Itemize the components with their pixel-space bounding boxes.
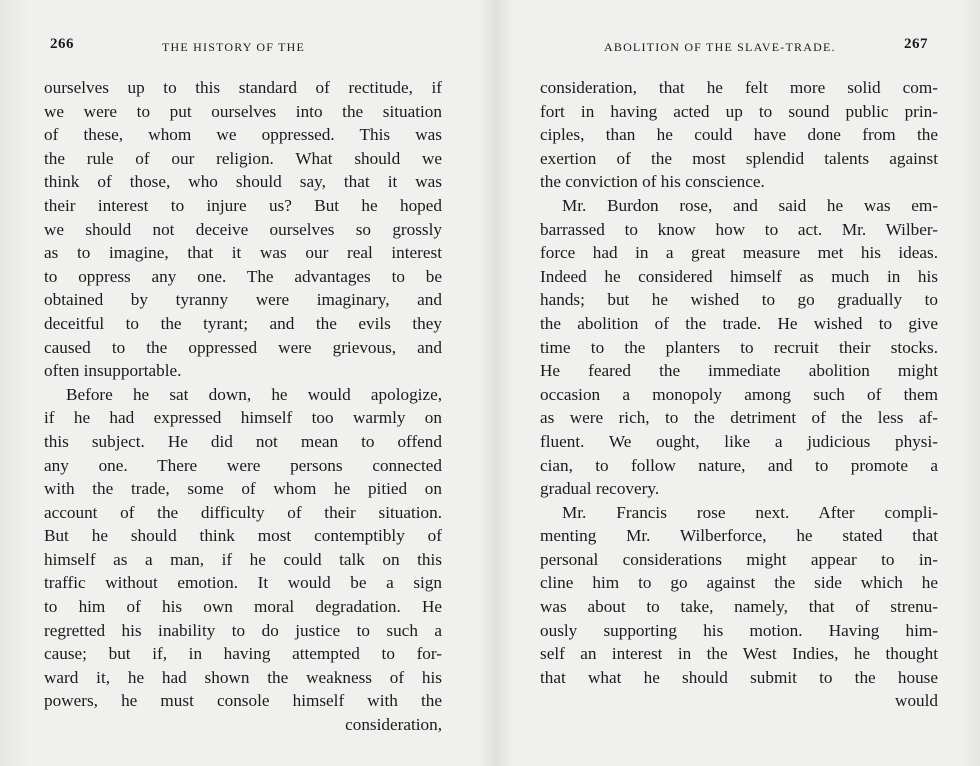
text-line: the conviction of his conscience.	[540, 172, 765, 192]
text-line: as were rich, to the detriment of the less af-	[540, 408, 938, 428]
text-line: we were to put ourselves into the situation	[44, 101, 442, 121]
text-line: himself as a man, if he could talk on this	[44, 549, 442, 569]
text-line: think of those, who should say, that it was	[44, 172, 442, 192]
text-line: account of the difficulty of their situation.	[44, 502, 442, 522]
catchword: consideration,	[345, 715, 442, 735]
left-page-text	[44, 76, 442, 737]
text-line: But he should think most contemptibly of	[44, 526, 442, 546]
catchword: would	[895, 691, 938, 711]
text-line: this subject. He did not mean to offend	[44, 431, 442, 451]
text-line: to oppress any one. The advantages to be	[44, 266, 442, 286]
text-line: barrassed to know how to act. Mr. Wilber-	[540, 219, 938, 239]
running-head-title: ABOLITION OF THE SLAVE-TRADE.	[604, 40, 836, 54]
text-line: deceitful to the tyrant; and the evils they	[44, 313, 442, 333]
text-line: ourselves up to this standard of rectitude, if	[44, 78, 442, 97]
text-line: obtained by tyranny were imaginary, and	[44, 290, 442, 310]
text-line: force had in a great measure met his ideas.	[540, 243, 938, 263]
text-line: Mr. Francis rose next. After compli-	[562, 502, 938, 522]
text-line: gradual recovery.	[540, 479, 660, 499]
text-line: we should not deceive ourselves so grossly	[44, 219, 442, 239]
text-line: exertion of the most splendid talents against	[540, 148, 938, 168]
text-line: ciples, than he could have done from the	[540, 125, 938, 145]
right-page-text	[540, 76, 938, 713]
text-line: their interest to injure us? But he hoped	[44, 195, 442, 215]
text-line: the rule of our religion. What should we	[44, 148, 442, 168]
text-line: cause; but if, in having attempted to for-	[44, 644, 442, 664]
text-line: consideration, that he felt more solid com-	[540, 78, 938, 97]
text-line: to him of his own moral degradation. He	[44, 597, 442, 617]
text-line: of these, whom we oppressed. This was	[44, 125, 442, 145]
right-running-head	[540, 38, 938, 58]
text-line: menting Mr. Wilberforce, he stated that	[540, 526, 938, 546]
left-running-head	[44, 38, 442, 58]
book-gutter	[478, 0, 514, 766]
text-line: the abolition of the trade. He wished to give	[540, 313, 938, 333]
text-line: personal considerations might appear to in-	[540, 549, 938, 569]
text-line: Indeed he considered himself as much in his	[540, 266, 938, 286]
text-line: Mr. Burdon rose, and said he was em-	[562, 195, 938, 215]
text-line: traffic without emotion. It would be a sign	[44, 573, 442, 593]
text-line: hands; but he wished to go gradually to	[540, 290, 938, 310]
text-line: cian, to follow nature, and to promote a	[540, 455, 938, 475]
text-line: Before he sat down, he would apologize,	[66, 384, 442, 404]
text-line: if he had expressed himself too warmly on	[44, 408, 442, 428]
page-number: 267	[904, 36, 928, 52]
text-line: was about to take, namely, that of strenu-	[540, 597, 938, 617]
text-line: that what he should submit to the house	[540, 667, 938, 687]
text-line: He feared the immediate abolition might	[540, 361, 938, 381]
text-line: with the trade, some of whom he pitied on	[44, 479, 442, 499]
page-number: 266	[50, 36, 74, 52]
text-line: as to imagine, that it was our real interest	[44, 243, 442, 263]
text-line: powers, he must console himself with the	[44, 691, 442, 711]
text-line: ward it, he had shown the weakness of his	[44, 667, 442, 687]
text-line: often insupportable.	[44, 361, 182, 381]
text-line: ously supporting his motion. Having him-	[540, 620, 938, 640]
running-head-title: THE HISTORY OF THE	[162, 40, 306, 54]
text-line: caused to the oppressed were grievous, and	[44, 337, 442, 357]
text-line: self an interest in the West Indies, he thought	[540, 644, 938, 664]
text-line: fort in having acted up to sound public prin-	[540, 101, 938, 121]
text-line: cline him to go against the side which he	[540, 573, 938, 593]
text-line: fluent. We ought, like a judicious physi-	[540, 431, 938, 451]
text-line: regretted his inability to do justice to such a	[44, 620, 442, 640]
text-line: time to the planters to recruit their stocks.	[540, 337, 938, 357]
text-line: occasion a monopoly among such of them	[540, 384, 938, 404]
text-line: any one. There were persons connected	[44, 455, 442, 475]
